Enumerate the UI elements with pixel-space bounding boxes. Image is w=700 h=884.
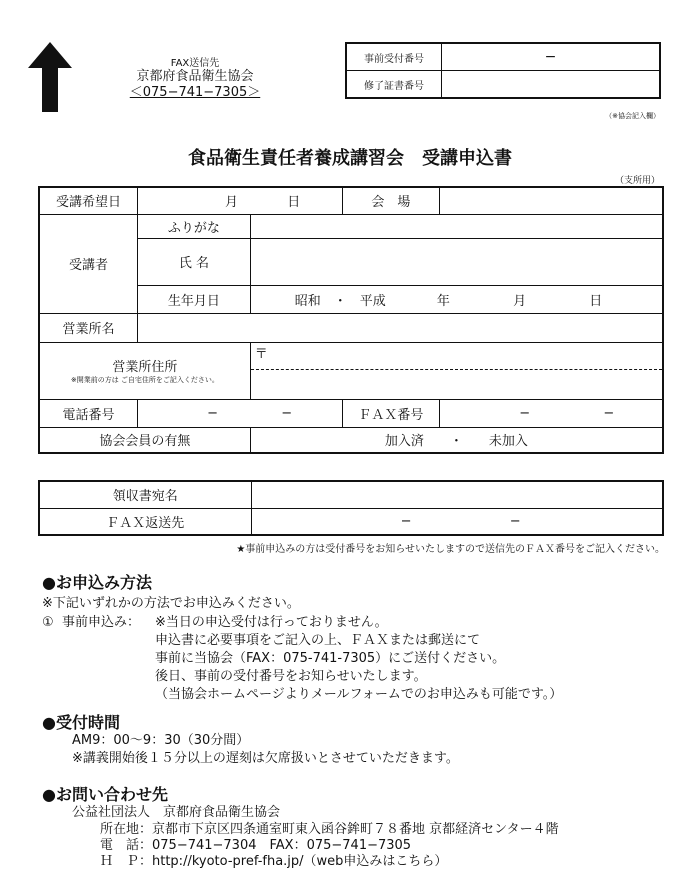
contact-phone: 電 話：075−741−7304 FAX：075−741−7305 [100,838,412,853]
venue-label: 会 場 [342,187,440,214]
reception-box [345,42,661,99]
name-label: 氏 名 [138,238,251,285]
apply-line-4: 後日、事前の受付番号をお知らせいたします。 [155,669,427,684]
apply-heading: ●お申込み方法 [42,573,152,592]
member-options[interactable]: 加入済 ・ 未加入 [250,427,663,453]
hours-time: AM9：00〜9：30（30分間） [72,733,250,748]
phone-field[interactable] [138,399,342,427]
header-org-name: 京都府食品衛生協会 [136,69,254,84]
phone-sep-1: − [207,405,219,421]
birth-year: 年 [436,293,450,309]
fax-return-sep-1: − [400,513,412,529]
advance-fax-note: ★事前申込みの方は受付番号をお知らせいたしますので送信先のＦＡＸ番号をご記入ください。 [236,544,665,555]
contact-address: 所在地：京都市下京区四条通室町東入函谷鉾町７８番地 京都経済センター４階 [100,822,559,837]
phone-label: 電話番号 [39,399,138,427]
birth-day: 日 [589,293,603,309]
up-arrow-icon [28,42,72,112]
hours-note: ※講義開始後１５分以上の遅刻は欠席扱いとさせていただきます。 [72,751,459,766]
fax-return-field[interactable] [251,508,663,535]
name-field[interactable] [250,238,663,285]
branch-note: （支所用） [614,176,660,186]
business-address-label-cell [39,342,250,399]
cert-number-field[interactable] [442,71,661,99]
furigana-field[interactable] [250,214,663,238]
attendee-label: 受講者 [39,214,138,313]
office-use-note: （※協会記入欄） [605,112,660,120]
apply-line-2: 申込書に必要事項をご記入の上、ＦＡＸまたは郵送にて [155,633,481,648]
fax-sep-1: − [519,405,531,421]
advance-number-label: 事前受付番号 [346,43,442,71]
addressee-label: 領収書宛名 [39,481,251,508]
fax-sep-2: − [603,405,615,421]
date-field[interactable] [138,187,342,214]
apply-line-5: （当協会ホームページよりメールフォームでのお申込みも可能です。） [155,687,563,702]
business-name-field[interactable] [138,313,663,342]
fax-destination-label: FAX送信先 [170,58,220,69]
birth-month: 月 [513,293,527,309]
addressee-field[interactable] [251,481,663,508]
fax-field[interactable] [440,399,663,427]
birth-era: 昭和 ・ 平成 [294,293,386,309]
birth-field[interactable] [250,285,663,313]
fax-return-sep-2: − [509,513,521,529]
page-title: 食品衛生責任者養成講習会 受講申込書 [188,148,512,169]
birth-label: 生年月日 [138,285,251,313]
business-name-label: 営業所名 [39,313,138,342]
furigana-label: ふりがな [138,214,251,238]
date-label: 受講希望日 [39,187,138,214]
fax-label: ＦＡＸ番号 [342,399,440,427]
advance-number-value: − [442,43,661,71]
contact-org: 公益社団法人 京都府食品衛生協会 [72,805,281,820]
venue-field[interactable] [440,187,663,214]
apply-method: 事前申込み： [62,615,141,630]
apply-line-1: ※当日の申込受付は行っておりません。 [155,615,388,630]
business-address-label: 営業所住所 [112,360,178,375]
contact-heading: ●お問い合わせ先 [42,785,168,804]
fax-return-label: ＦＡＸ返送先 [39,508,251,535]
date-month: 月 [225,195,239,211]
date-day: 日 [287,195,301,211]
phone-sep-2: − [281,405,293,421]
application-form [38,186,664,454]
apply-line-3: 事前に当協会（FAX：075-741-7305）にご送付ください。 [155,651,506,666]
business-address-field[interactable] [250,342,663,399]
hours-heading: ●受付時間 [42,713,120,732]
receipt-form [38,480,664,536]
apply-intro: ※下記いずれかの方法でお申込みください。 [42,596,300,611]
postal-code-line [251,343,662,370]
contact-homepage-link[interactable]: Ｈ Ｐ：http://kyoto-pref-fha.jp/（web申込みはこちら） [100,854,448,869]
member-label: 協会会員の有無 [39,427,250,453]
apply-number: ① [42,615,54,630]
cert-number-label: 修了証書番号 [346,71,442,99]
postal-mark: 〒 [254,346,268,362]
header-fax-number: ＜075−741−7305＞ [129,85,261,100]
business-address-note: ※開業前の方は ご自宅住所をご記入ください。 [70,376,219,384]
